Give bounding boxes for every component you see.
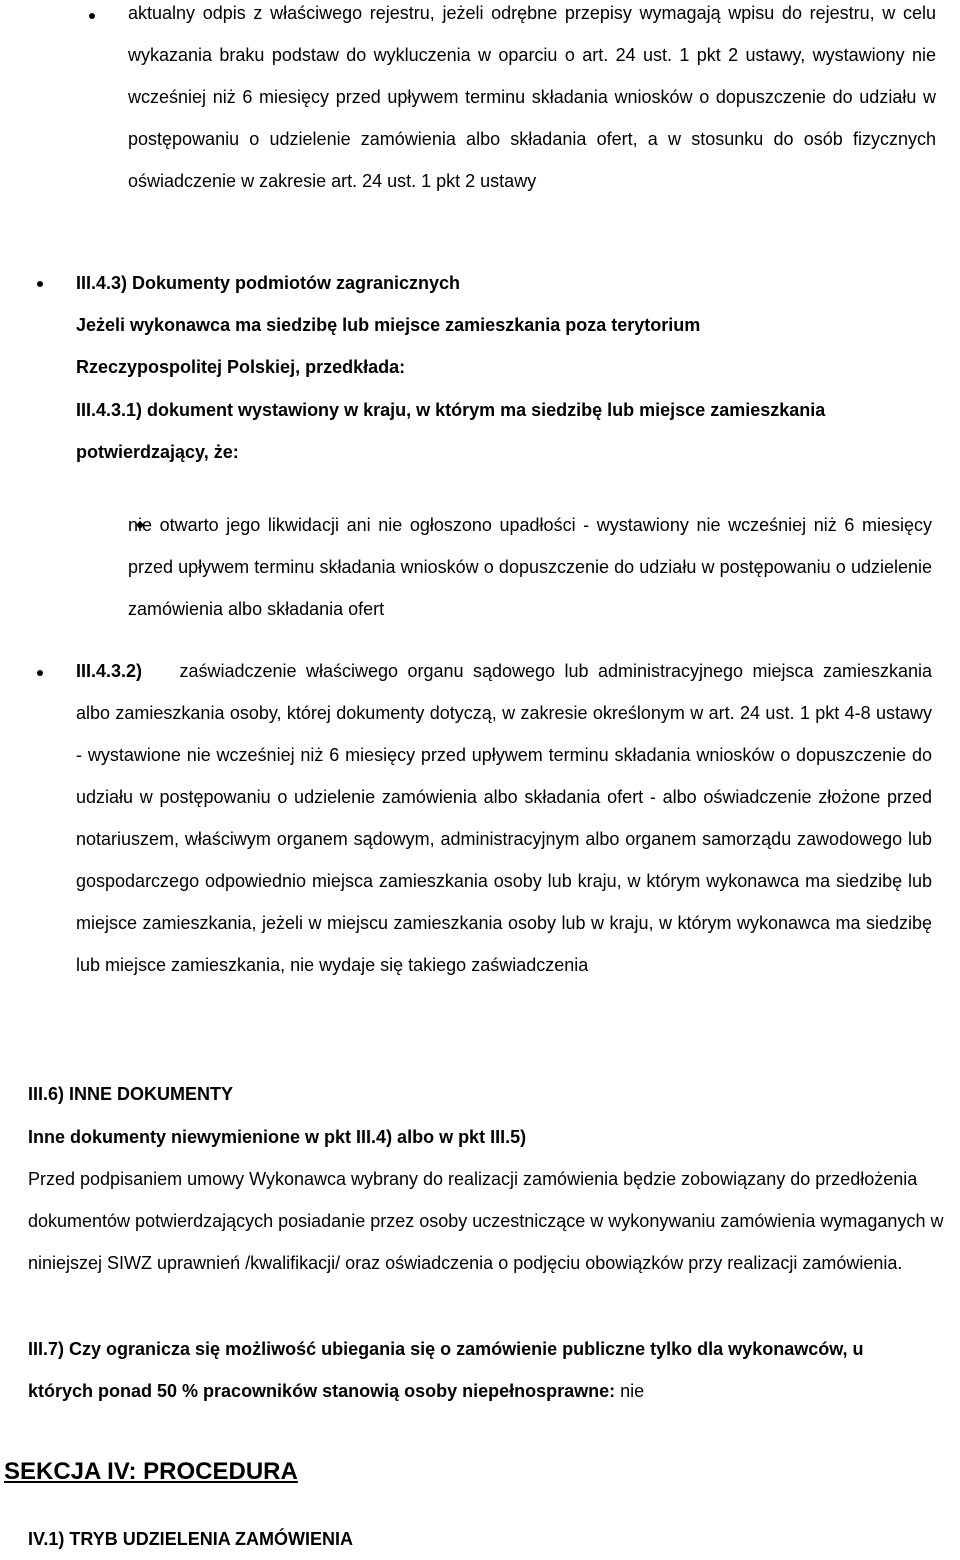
section-subheading-iv-1: IV.1) TRYB UDZIELENIA ZAMÓWIENIA [28, 1529, 354, 1549]
question-text: III.7) Czy ogranicza się możliwość ubiegania się o zamówienie publiczne tylko dla wykonawców, u których ponad 50 % pracowników stanowią osoby niepełnosprawne: [28, 1339, 864, 1401]
question-answer: nie [615, 1381, 645, 1401]
section-heading-iii-4-3: III.4.3) Dokumenty podmiotów zagranicznych [76, 273, 461, 293]
list-item-likwidacja: nie otwarto jego likwidacji ani nie ogłoszono upadłości - wystawiony nie wcześniej niż 6 miesięcy przed upływem terminu składania wniosków o dopuszczenie do udziału w postępowaniu o udzielenie zamówienia albo składania ofert [128, 515, 932, 619]
subsection-heading-iii-4-3-1: III.4.3.1) dokument wystawiony w kraju, w którym ma siedzibę lub miejsce zamieszkania potwierdzający, że: [76, 400, 826, 462]
section-intro: Jeżeli wykonawca ma siedzibę lub miejsce zamieszkania poza terytorium Rzeczypospolitej Polskiej, przedkłada: [76, 315, 701, 377]
section-text-iii-6: Przed podpisaniem umowy Wykonawca wybrany do realizacji zamówienia będzie zobowiązany do przedłożenia dokumentów potwierdzających posiadanie przez osoby uczestniczące w wykonywaniu zamówienia wymaganych w niniejszej SIWZ uprawnień /kwalifikacji/ oraz oświadczenia o podjęciu obowiązków przy realizacji zamówienia. [28, 1169, 944, 1273]
list-item-zaswiadczenie [76, 650, 932, 986]
section-question-iii-7 [28, 1328, 928, 1412]
bullet-marker [37, 670, 43, 676]
bullet-marker [89, 13, 95, 19]
section-subheading-iii-6: Inne dokumenty niewymienione w pkt III.4) albo w pkt III.5) [28, 1127, 527, 1147]
bullet-marker [37, 281, 43, 287]
list-item-odpis: aktualny odpis z właściwego rejestru, jeżeli odrębne przepisy wymagają wpisu do rejestru, w celu wykazania braku podstaw do wykluczenia w oparciu o art. 24 ust. 1 pkt 2 ustawy, wystawiony nie wcześniej niż 6 miesięcy przed upływem terminu składania wniosków o dopuszczenie do udziału w postępowaniu o udzielenie zamówienia albo składania ofert, a w stosunku do osób fizycznych oświadczenie w zakresie art. 24 ust. 1 pkt 2 ustawy [128, 3, 936, 191]
section-title-iv: SEKCJA IV: PROCEDURA [4, 1458, 298, 1485]
item-text: zaświadczenie właściwego organu sądowego lub administracyjnego miejsca zamieszkania albo zamieszkania osoby, której dokumenty dotyczą, w zakresie określonym w art. 24 ust. 1 pkt 4-8 ustawy - wystawione nie wcześniej niż 6 miesięcy przed upływem terminu składania wniosków o dopuszczenie do udziału w postępowaniu o udzielenie zamówienia albo składania ofert - albo oświadczenie złożone przed notariuszem, właściwym organem sądowym, administracyjnym albo organem samorządu zawodowego lub gospodarczego odpowiednio miejsca zamieszkania osoby lub kraju, w którym wykonawca ma siedzibę lub miejsce zamieszkania, jeżeli w miejscu zamieszkania osoby lub w kraju, w którym wykonawca ma siedzibę lub miejsce zamieszkania, nie wydaje się takiego zaświadczenia [76, 661, 932, 975]
item-number: III.4.3.2) [76, 661, 143, 681]
section-heading-iii-6: III.6) INNE DOKUMENTY [28, 1084, 234, 1104]
